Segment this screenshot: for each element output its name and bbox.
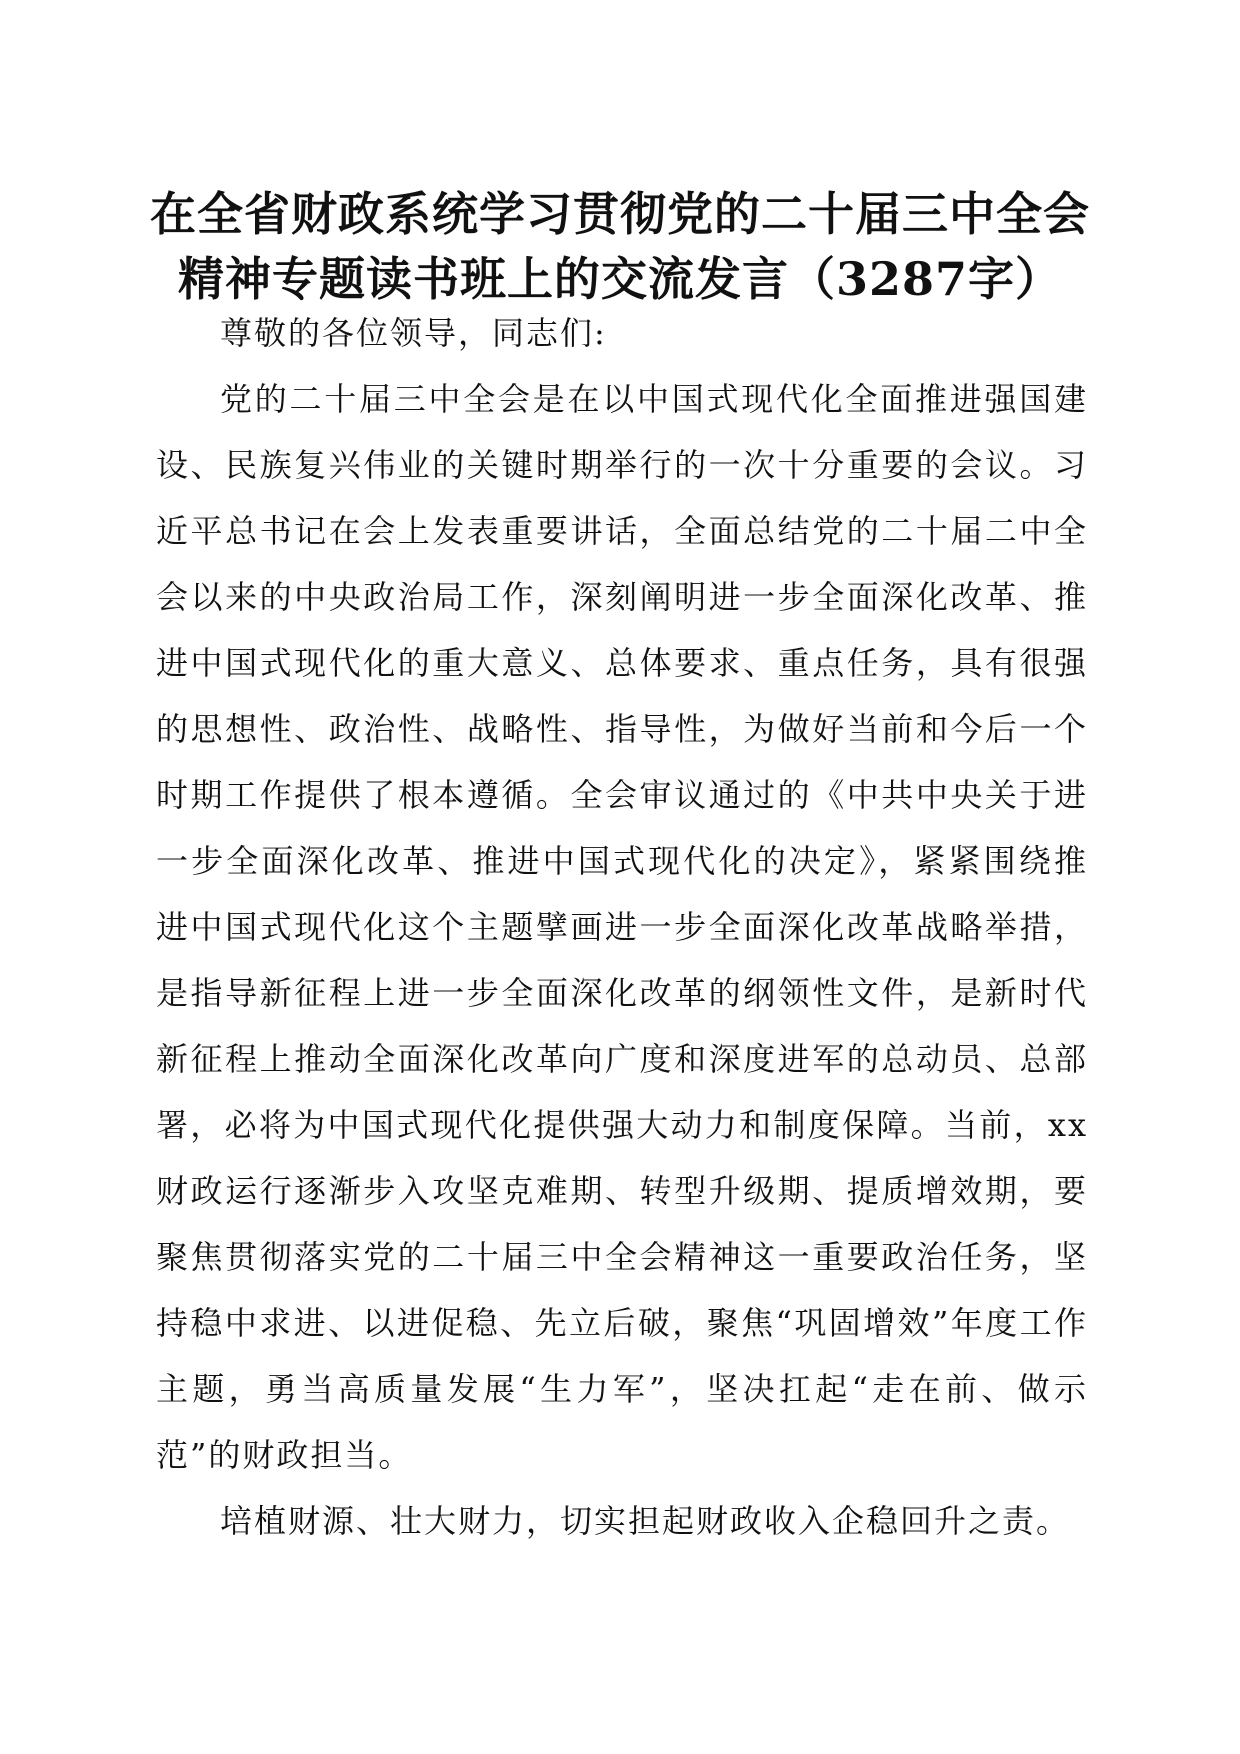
body-paragraph-2: 培植财源、壮大财力，切实担起财政收入企稳回升之责。 bbox=[220, 1502, 1071, 1540]
title-line-1: 在全省财政系统学习贯彻党的二十届三中全会 bbox=[150, 187, 1090, 241]
document-title bbox=[150, 182, 1090, 312]
salutation-paragraph: 尊敬的各位领导，同志们: bbox=[220, 314, 607, 352]
document-body bbox=[156, 300, 1088, 1554]
title-line-2: 精神专题读书班上的交流发言（3287字） bbox=[177, 252, 1063, 306]
body-paragraph-1: 党的二十届三中全会是在以中国式现代化全面推进强国建设、民族复兴伟业的关键时期举行的一次十分重要的会议。习近平总书记在会上发表重要讲话，全面总结党的二十届二中全会以来的中央政治局工作，深刻阐明进一步全面深化改革、推进中国式现代化的重大意义、总体要求、重点任务，具有很强的思想性、政治性、战略性、指导性，为做好当前和今后一个时期工作提供了根本遵循。全会审议通过的《中共中央关于进一步全面深化改革、推进中国式现代化的决定》，紧紧围绕推进中国式现代化这个主题擘画进一步全面深化改革战略举措，是指导新征程上进一步全面深化改革的纲领性文件，是新时代新征程上推动全面深化改革向广度和深度进军的总动员、总部署，必将为中国式现代化提供强大动力和制度保障。当前，xx财政运行逐渐步入攻坚克难期、转型升级期、提质增效期，要聚焦贯彻落实党的二十届三中全会精神这一重要政治任务，坚持稳中求进、以进促稳、先立后破，聚焦“巩固增效”年度工作主题，勇当高质量发展“生力军”，坚决扛起“走在前、做示范”的财政担当。 bbox=[156, 380, 1088, 1474]
